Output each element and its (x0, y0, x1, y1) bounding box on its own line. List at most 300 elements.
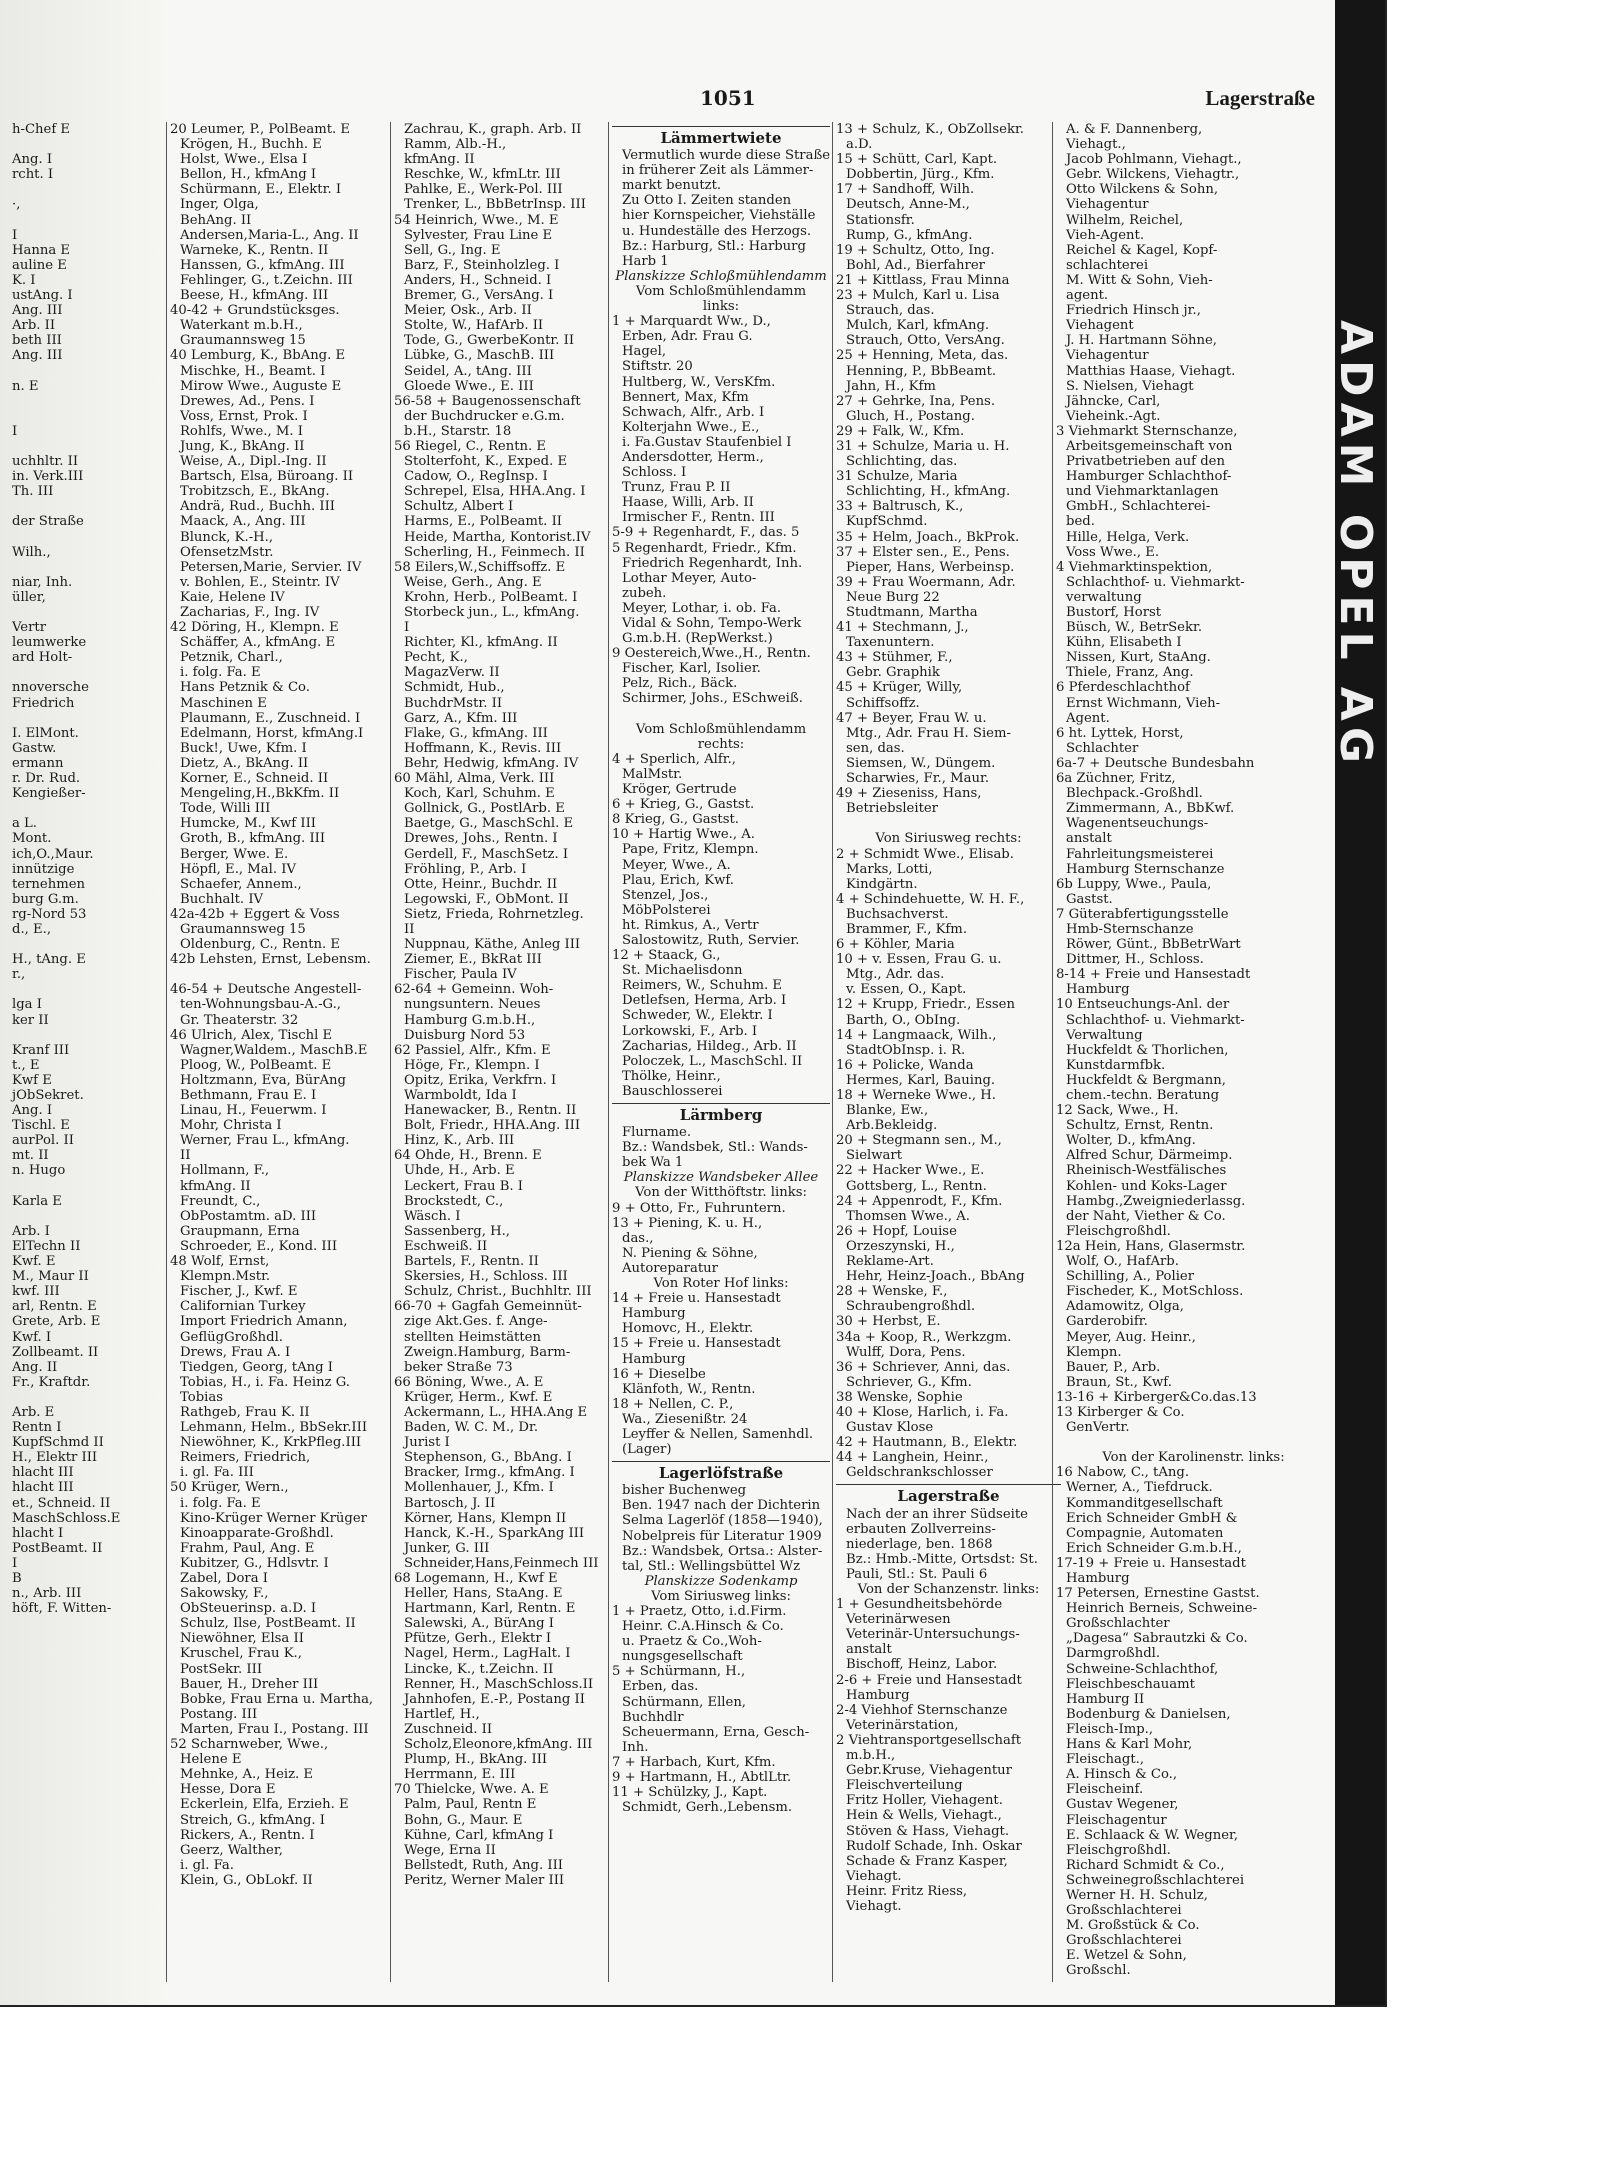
directory-entry: Ang. III (12, 348, 63, 364)
directory-entry: Hamburger Schlachthof- (1066, 469, 1232, 485)
directory-entry: H., tAng. E (12, 952, 86, 968)
directory-entry: Plaumann, E., Zuschneid. I (180, 710, 361, 726)
directory-entry: 38 Wenske, Sophie (836, 1389, 963, 1405)
directory-entry: Schürmann, E., Elektr. I (180, 182, 342, 198)
directory-entry: Zweign.Hamburg, Barm- (404, 1344, 571, 1360)
directory-entry: II (180, 1148, 191, 1164)
directory-entry: i. folg. Fa. E (180, 1495, 261, 1511)
directory-entry: Andersen,Maria-L., Ang. II (180, 227, 359, 243)
directory-entry: Scharwies, Fr., Maur. (846, 771, 990, 787)
directory-entry: Reimers, W., Schuhm. E (622, 978, 782, 994)
directory-entry: 20 Leumer, P., PolBeamt. E (170, 122, 351, 137)
directory-entry: PostBeamt. II (12, 1540, 103, 1556)
directory-entry: 43 + Stühmer, F., (836, 650, 953, 666)
directory-entry: 6 ht. Lyttek, Horst, (1056, 725, 1184, 741)
directory-entry: Mengeling,H.,BkKfm. II (180, 786, 340, 802)
directory-entry: H., Elektr III (12, 1450, 98, 1466)
directory-entry: Flake, G., kfmAng. III (404, 725, 548, 741)
directory-entry: Kino-Krüger Werner Krüger (180, 1510, 367, 1526)
directory-entry: Beese, H., kfmAng. III (180, 288, 329, 304)
directory-entry: Schultz, Albert I (404, 499, 514, 515)
directory-entry: Kindgärtn. (846, 876, 918, 892)
directory-entry: Haase, Willi, Arb. II (622, 495, 754, 511)
directory-entry: 5 + Schürmann, H., (612, 1664, 746, 1680)
directory-entry: Barth, O., ObIng. (846, 1012, 961, 1028)
directory-entry: t., E (12, 1057, 40, 1073)
directory-entry: 49 + Zieseniss, Hans, (836, 786, 982, 802)
directory-entry: Schmidt, Hub., (404, 680, 505, 696)
directory-entry: Fröhling, P., Arb. I (404, 861, 527, 877)
directory-entry: Blanke, Ew., (846, 1103, 929, 1119)
directory-entry: Hamburg (622, 1351, 686, 1367)
directory-entry: Mtg., Adr. Frau H. Siem- (846, 725, 1011, 741)
directory-entry: der Buchdrucker e.G.m. (404, 408, 565, 424)
directory-entry: markt benutzt. (622, 178, 722, 194)
directory-entry: i. Fa.Gustav Staufenbiel I (622, 434, 792, 450)
directory-entry: Hanck, K.-H., SparkAng III (404, 1525, 585, 1541)
directory-entry: GmbH., Schlachterei- (1066, 499, 1211, 515)
directory-entry: Tobias (180, 1389, 224, 1405)
directory-entry: niederlage, ben. 1868 (846, 1536, 993, 1552)
directory-entry (836, 816, 1061, 831)
directory-entry: Scholz,Eleonore,kfmAng. III (404, 1737, 593, 1753)
directory-entry: schlachterei (1066, 257, 1149, 273)
directory-entry: Adamowitz, Olga, (1066, 1299, 1184, 1315)
directory-entry: Wulff, Dora, Pens. (846, 1344, 966, 1360)
directory-entry: ht. Rimkus, A., Vertr (622, 917, 759, 933)
directory-entry: der Straße (12, 514, 84, 530)
directory-entry: Skersies, H., Schloss. III (404, 1269, 568, 1285)
directory-entry: Nissen, Kurt, StaAng. (1066, 650, 1211, 666)
directory-entry: (Lager) (622, 1442, 672, 1458)
directory-entry: Fleischgroßhdl. (1066, 1223, 1171, 1239)
directory-entry: Klänfoth, W., Rentn. (622, 1381, 756, 1397)
directory-entry: BuchdrMstr. II (404, 695, 503, 711)
directory-entry: Wege, Erna II (404, 1842, 496, 1858)
directory-entry: A. Hinsch & Co., (1066, 1767, 1178, 1783)
directory-entry: 41 + Stechmann, J., (836, 620, 969, 636)
directory-entry (2, 605, 162, 620)
directory-entry: Warmboldt, Ida I (404, 1088, 517, 1103)
directory-entry: BehAng. II (180, 212, 252, 228)
directory-entry: „Dagesa“ Sabrautzki & Co. (1066, 1631, 1248, 1647)
directory-entry: ich,O.,Maur. (12, 846, 94, 862)
directory-entry: b.H., Starstr. 18 (404, 423, 512, 439)
directory-entry: Kohlen- und Koks-Lager (1066, 1178, 1227, 1194)
directory-entry: Flurname. (622, 1125, 692, 1141)
directory-entry: Oldenburg, C., Rentn. E (180, 937, 341, 953)
directory-entry: Klein, G., ObLokf. II (180, 1872, 313, 1888)
directory-entry: Lehmann, Helm., BbSekr.III (180, 1420, 368, 1436)
directory-entry: Inh. (622, 1739, 649, 1755)
directory-entry: rcht. I (12, 167, 54, 183)
directory-entry: Bz.: Harburg, Stl.: Harburg (622, 238, 806, 254)
directory-entry: Stiftstr. 20 (622, 359, 693, 375)
directory-entry: 35 + Helm, Joach., BkProk. (836, 529, 1020, 545)
directory-entry: 25 + Henning, Meta, das. (836, 348, 1009, 364)
directory-entry: Storbeck jun., L., kfmAng. (404, 605, 580, 620)
column-rule (390, 122, 391, 1982)
directory-entry: Betriebsleiter (846, 801, 938, 817)
directory-entry: Reklame-Art. (846, 1254, 934, 1270)
directory-entry: Kwf E (12, 1072, 52, 1088)
directory-entry: 10 + v. Essen, Frau G. u. (836, 952, 1002, 968)
directory-entry: Bischoff, Heinz, Labor. (846, 1657, 998, 1673)
directory-entry: Tode, G., GwerbeKontr. II (404, 333, 575, 349)
directory-entry: Fischer, Paula IV (404, 967, 517, 983)
directory-entry: 24 + Appenrodt, F., Kfm. (836, 1193, 1003, 1209)
directory-entry: Duisburg Nord 53 (404, 1027, 526, 1043)
directory-entry: agent. (1066, 288, 1109, 304)
directory-entry: M. Witt & Sohn, Vieh- (1066, 272, 1213, 288)
directory-entry: Jurist I (404, 1435, 450, 1451)
directory-entry: Hanssen, G., kfmAng. III (180, 257, 345, 273)
directory-entry: Frahm, Paul, Ang. E (180, 1540, 315, 1556)
directory-entry: Vidal & Sohn, Tempo-Werk (622, 616, 802, 631)
directory-entry (2, 711, 162, 726)
directory-entry: Wäsch. I (404, 1208, 461, 1224)
directory-entry: Meyer, Lothar, i. ob. Fa. (622, 600, 782, 616)
directory-entry: Mohr, Christa I (180, 1118, 282, 1134)
directory-entry (2, 982, 162, 997)
directory-entry: Kolterjahn Wwe., E., (622, 419, 760, 435)
directory-entry: 8 Krieg, G., Gastst. (612, 812, 739, 828)
directory-entry: u. Praetz & Co.,Woh- (622, 1634, 762, 1650)
directory-entry: Schulz, Ilse, PostBeamt. II (180, 1616, 356, 1632)
directory-entry: Taxenuntern. (846, 635, 935, 651)
directory-entry: Brammer, F., Kfm. (846, 921, 968, 937)
directory-entry: Tode, Willi III (180, 801, 271, 817)
directory-entry: Linau, H., Feuerwm. I (180, 1103, 327, 1119)
directory-entry: Hanna E (12, 242, 71, 258)
directory-entry: Salewski, A., BürAng I (404, 1616, 555, 1632)
directory-entry: und Viehmarktanlagen (1066, 484, 1219, 500)
directory-entry: Weise, A., Dipl.-Ing. II (180, 454, 327, 470)
directory-entry: Barz, F., Steinholzleg. I (404, 257, 560, 273)
directory-entry: Vermutlich wurde diese Straße (622, 148, 830, 164)
directory-entry: Karla E (12, 1193, 62, 1209)
directory-entry: 19 + Schultz, Otto, Ing. (836, 242, 995, 258)
column-4 (836, 122, 1061, 1914)
directory-entry: Meyer, Wwe., A. (622, 857, 731, 873)
directory-entry: Kwf. E (12, 1254, 56, 1270)
directory-entry: verwaltung (1066, 589, 1142, 605)
directory-entry: 10 + Hartig Wwe., A. (612, 827, 755, 843)
directory-entry: Plau, Erich, Kwf. (622, 872, 734, 888)
directory-entry: Rump, G., kfmAng. (846, 227, 973, 243)
street-heading: Lagerstraße (836, 1484, 1061, 1504)
directory-entry: ermann (12, 755, 64, 771)
directory-entry: ker II (12, 1012, 49, 1028)
directory-entry: Bauer, P., Arb. (1066, 1359, 1161, 1375)
directory-entry: Arb. E (12, 1404, 55, 1420)
directory-entry: Dietz, A., BkAng. II (180, 755, 309, 771)
directory-entry: ard Holt- (12, 650, 73, 666)
directory-entry: Bartsch, Elsa, Büroang. II (180, 469, 354, 485)
directory-entry: Rickers, A., Rentn. I (180, 1827, 315, 1843)
directory-entry: Jung, K., BkAng. II (180, 438, 305, 454)
directory-entry: ObSteuerinsp. a.D. I (180, 1601, 317, 1617)
directory-entry: beth III (12, 333, 62, 349)
directory-entry: v. Essen, O., Kapt. (846, 982, 967, 998)
directory-entry: Nuppnau, Käthe, Anleg III (404, 937, 581, 953)
directory-entry: r., (12, 967, 26, 983)
directory-entry: Alfred Schur, Därmeimp. (1066, 1148, 1233, 1164)
directory-entry: Reschke, W., kfmLtr. III (404, 167, 561, 183)
directory-entry: Kunstdarmfbk. (1066, 1057, 1166, 1073)
directory-entry: ObPostamtm. aD. III (180, 1208, 317, 1224)
directory-entry: Pauli, Stl.: St. Pauli 6 (846, 1566, 988, 1582)
directory-entry: 1 + Gesundheitsbehörde (836, 1597, 1003, 1613)
directory-entry: StadtObInsp. i. R. (846, 1042, 966, 1058)
directory-entry: Zu Otto I. Zeiten standen (622, 193, 792, 209)
directory-entry: 46-54 + Deutsche Angestell- (170, 982, 362, 998)
directory-entry: Marten, Frau I., Postang. III (180, 1721, 369, 1737)
directory-entry: Meyer, Aug. Heinr., (1066, 1329, 1196, 1345)
directory-entry: Hmb-Sternschanze (1066, 921, 1194, 937)
directory-entry: Weise, Gerh., Ang. E (404, 574, 542, 590)
directory-entry: Schaefer, Annem., (180, 876, 302, 892)
directory-entry: Strauch, Otto, VersAng. (846, 333, 1005, 349)
directory-entry: 34a + Koop, R., Werkzgm. (836, 1329, 1012, 1345)
directory-entry: 1 + Praetz, Otto, i.d.Firm. (612, 1604, 787, 1619)
directory-entry: Braun, St., Kwf. (1066, 1374, 1172, 1390)
directory-entry: Harb 1 (622, 253, 669, 269)
directory-entry: Import Friedrich Amann, (180, 1314, 348, 1330)
directory-entry: Eschweiß. II (404, 1238, 488, 1254)
directory-entry: Bellstedt, Ruth, Ang. III (404, 1857, 563, 1873)
directory-entry: Jahnhofen, E.-P., Postang II (404, 1691, 585, 1707)
directory-entry: Gustav Wegener, (1066, 1797, 1179, 1813)
directory-entry: hlacht III (12, 1465, 74, 1481)
directory-entry: Bremer, G., VersAng. I (404, 288, 554, 304)
directory-entry: 66 Böning, Wwe., A. E (394, 1374, 544, 1390)
directory-entry: Scherling, H., Feinmech. II (404, 544, 585, 560)
directory-entry: auline E (12, 257, 67, 273)
directory-entry: Schwach, Alfr., Arb. I (622, 404, 765, 420)
directory-entry: Fr., Kraftdr. (12, 1374, 91, 1390)
directory-entry: chem.-techn. Beratung (1066, 1088, 1220, 1103)
directory-entry: anstalt (846, 1642, 892, 1658)
directory-entry: Gloede Wwe., E. III (404, 378, 534, 394)
directory-entry: Deutsch, Anne-M., (846, 197, 970, 213)
directory-entry: a L. (12, 816, 38, 832)
directory-entry: 39 + Frau Woermann, Adr. (836, 574, 1016, 590)
directory-entry: u. Hundeställe des Herzogs. (622, 223, 812, 239)
directory-entry: Richter, Kl., kfmAng. II (404, 635, 558, 651)
directory-entry: 42 + Hautmann, B., Elektr. (836, 1435, 1018, 1451)
directory-entry: Grete, Arb. E (12, 1314, 101, 1330)
directory-entry: 9 + Otto, Fr., Fuhruntern. (612, 1200, 786, 1216)
directory-entry: Garz, A., Kfm. III (404, 710, 518, 726)
directory-entry: Ang. I (12, 152, 53, 168)
directory-entry: üller, (12, 589, 46, 605)
directory-entry: Jacob Pohlmann, Viehagt., (1066, 152, 1242, 168)
directory-entry: Marks, Lotti, (846, 861, 933, 877)
directory-entry: Hartlef, H., (404, 1706, 480, 1722)
directory-entry: 6 Pferdeschlachthof (1056, 680, 1190, 696)
map-reference: Planskizze Wandsbeker Allee (623, 1170, 819, 1186)
directory-entry (2, 530, 162, 545)
directory-entry: Berger, Wwe. E. (180, 846, 289, 862)
directory-entry: a.D. (846, 137, 873, 153)
directory-entry: Fleischbeschauamt (1066, 1676, 1195, 1692)
directory-entry: Voss, Ernst, Prok. I (180, 408, 308, 424)
directory-entry: innützige (12, 861, 75, 877)
directory-entry: Huckfeldt & Thorlichen, (1066, 1042, 1229, 1058)
directory-entry: Graupmann, Erna (180, 1223, 300, 1239)
directory-entry: Lincke, K., t.Zeichn. II (404, 1661, 554, 1677)
directory-entry: Schriever, G., Kfm. (846, 1374, 972, 1390)
directory-entry: r. Dr. Rud. (12, 771, 81, 787)
directory-entry: I (12, 1555, 18, 1571)
directory-entry: leumwerke (12, 635, 87, 651)
directory-entry: Schiffsoffz. (846, 695, 920, 711)
directory-entry: 42a-42b + Eggert & Voss (170, 906, 340, 922)
directory-entry: Großschl. (1066, 1963, 1131, 1979)
directory-entry: rg-Nord 53 (12, 906, 87, 922)
directory-entry: zige Akt.Ges. f. Ange- (404, 1314, 548, 1330)
directory-entry: Sassenberg, H., (404, 1223, 510, 1239)
directory-entry: 10 Entseuchungs-Anl. der (1056, 997, 1230, 1013)
directory-entry: Krohn, Herb., PolBeamt. I (404, 589, 578, 605)
directory-entry: der Naht, Viether & Co. (1066, 1208, 1226, 1224)
directory-entry: Hinz, K., Arb. III (404, 1133, 515, 1149)
directory-entry: Irmischer F., Rentn. III (622, 510, 775, 526)
directory-entry: Leckert, Frau B. I (404, 1178, 524, 1194)
directory-entry: Kruschel, Frau K., (180, 1646, 302, 1662)
directory-entry: Peritz, Werner Maler III (404, 1872, 565, 1888)
column-2 (394, 122, 609, 1888)
directory-entry: Werner H. H. Schulz, (1066, 1887, 1208, 1903)
directory-entry: anstalt (1066, 831, 1112, 847)
directory-entry: 68 Logemann, H., Kwf E (394, 1571, 558, 1586)
directory-entry: Ang. I (12, 1103, 53, 1119)
directory-entry: Kwf. I (12, 1329, 52, 1345)
directory-entry: OfensetzMstr. (180, 544, 274, 560)
directory-entry: Kommanditgesellschaft (1066, 1495, 1223, 1511)
directory-entry: Pieper, Hans, Werbeinsp. (846, 559, 1015, 575)
directory-entry: 15 + Freie u. Hansestadt (612, 1336, 781, 1352)
directory-entry: Viehagt., (1066, 137, 1126, 153)
directory-entry: Gastst. (1066, 891, 1113, 907)
directory-entry: kfmAng. II (404, 152, 475, 168)
directory-entry: Schlichting, das. (846, 454, 958, 470)
directory-entry: Seidel, A., tAng. III (404, 363, 532, 379)
directory-entry: h-Chef E (12, 122, 71, 137)
directory-entry: Brockstedt, C., (404, 1193, 504, 1209)
directory-entry (2, 409, 162, 424)
directory-entry: Viehagentur (1066, 348, 1149, 364)
directory-entry: 4 + Sperlich, Alfr., (612, 751, 736, 767)
directory-entry: Gebr. Wilckens, Viehagtr., (1066, 167, 1240, 183)
directory-entry (2, 394, 162, 409)
directory-entry: Geldschrankschlosser (846, 1465, 993, 1481)
directory-entry: Otto Wilckens & Sohn, (1066, 182, 1219, 198)
directory-entry: K. I (12, 272, 36, 288)
directory-entry: Schloss. I (622, 465, 687, 481)
directory-entry: i. gl. Fa. (180, 1857, 234, 1873)
directory-entry: 2-6 + Freie und Hansestadt (836, 1672, 1022, 1688)
directory-entry: Niewöhner, K., KrkPfleg.III (180, 1435, 362, 1451)
directory-entry: 30 + Herbst, E. (836, 1314, 941, 1330)
directory-entry: Schraubengroßhdl. (846, 1299, 976, 1315)
directory-entry: Bauer, H., Dreher III (180, 1676, 319, 1692)
directory-entry: 42b Lehsten, Ernst, Lebensm. (170, 952, 371, 968)
directory-entry: Rudolf Schade, Inh. Oskar (846, 1838, 1022, 1854)
directory-entry: Viehagt. (846, 1898, 902, 1914)
directory-entry: Zachrau, K., graph. Arb. II (404, 122, 582, 137)
directory-entry (2, 439, 162, 454)
directory-entry: Californian Turkey (180, 1299, 306, 1315)
directory-entry: 60 Mähl, Alma, Verk. III (394, 771, 555, 787)
directory-entry: Gebr. Graphik (846, 665, 940, 681)
directory-entry: Schweder, W., Elektr. I (622, 1008, 773, 1024)
directory-entry: Helene E (180, 1752, 242, 1768)
directory-entry: Mollenhauer, J., Kfm. I (404, 1480, 554, 1496)
directory-entry: Edelmann, Horst, kfmAng.I (180, 725, 364, 741)
directory-entry: Tischl. E (12, 1118, 70, 1134)
directory-entry: Graumannsweg 15 (180, 921, 306, 937)
directory-entry: 17-19 + Freie u. Hansestadt (1056, 1555, 1246, 1571)
directory-entry: Krögen, H., Buchh. E (180, 137, 322, 153)
directory-entry: Bartosch, J. II (404, 1495, 496, 1511)
directory-entry: Gr. Theaterstr. 32 (180, 1012, 299, 1028)
directory-entry (2, 182, 162, 197)
directory-entry: Körner, Hans, Klempn II (404, 1510, 567, 1526)
directory-entry: 31 Schulze, Maria (836, 469, 958, 485)
directory-entry: Wilhelm, Reichel, (1066, 212, 1184, 228)
directory-entry: höft, F. Witten- (12, 1601, 112, 1617)
directory-entry: Veterinärstation, (846, 1717, 959, 1733)
directory-entry: Poloczek, L., MaschSchl. II (622, 1053, 803, 1069)
directory-entry: MagazVerw. II (404, 665, 500, 681)
directory-entry: stellten Heimstätten (404, 1329, 541, 1345)
directory-entry: Drews, Frau A. I (180, 1344, 291, 1360)
directory-entry: A. & F. Dannenberg, (1066, 122, 1203, 137)
directory-entry (2, 1028, 162, 1043)
page-number: 1051 (700, 86, 756, 110)
directory-entry: Strauch, das. (846, 303, 935, 319)
directory-entry: ternehmen (12, 876, 86, 892)
directory-entry: Opitz, Erika, Verkfrn. I (404, 1072, 557, 1088)
directory-entry: 58 Eilers,W.,Schiffsoffz. E (394, 559, 566, 575)
directory-entry: Niewöhner, Elsa II (180, 1631, 304, 1647)
directory-entry: Werner, A., Tiefdruck. (1066, 1480, 1213, 1496)
directory-entry: Graumannsweg 15 (180, 333, 306, 349)
directory-entry: 6 + Köhler, Maria (836, 937, 955, 953)
directory-entry: 22 + Hacker Wwe., E. (836, 1163, 985, 1179)
directory-entry: 56-58 + Baugenossenschaft (394, 393, 581, 409)
directory-entry: Stolterfoht, K., Exped. E (404, 454, 568, 470)
edge-advert-text: ADAM OPEL AG (1330, 320, 1381, 769)
directory-entry: Schroeder, E., Kond. III (180, 1238, 338, 1254)
directory-entry: MalMstr. (622, 766, 683, 782)
directory-entry: Waterkant m.b.H., (180, 318, 303, 334)
directory-entry: Th. III (12, 484, 54, 500)
directory-entry: Reichel & Kagel, Kopf- (1066, 242, 1218, 258)
directory-entry: Werner, Frau L., kfmAng. (180, 1133, 350, 1149)
directory-entry: bed. (1066, 514, 1095, 530)
directory-entry: Schürmann, Ellen, (622, 1694, 746, 1710)
directory-entry: Privatbetrieben auf den (1066, 454, 1225, 470)
directory-entry: 13 + Schulz, K., ObZollsekr. (836, 122, 1024, 137)
directory-entry: 8-14 + Freie und Hansestadt (1056, 967, 1251, 983)
directory-entry: hlacht I (12, 1525, 64, 1541)
directory-entry: Rentn I (12, 1420, 62, 1436)
directory-entry: Zacharias, F., Ing. IV (180, 605, 320, 620)
directory-entry: Thiele, Franz, Ang. (1066, 665, 1194, 681)
